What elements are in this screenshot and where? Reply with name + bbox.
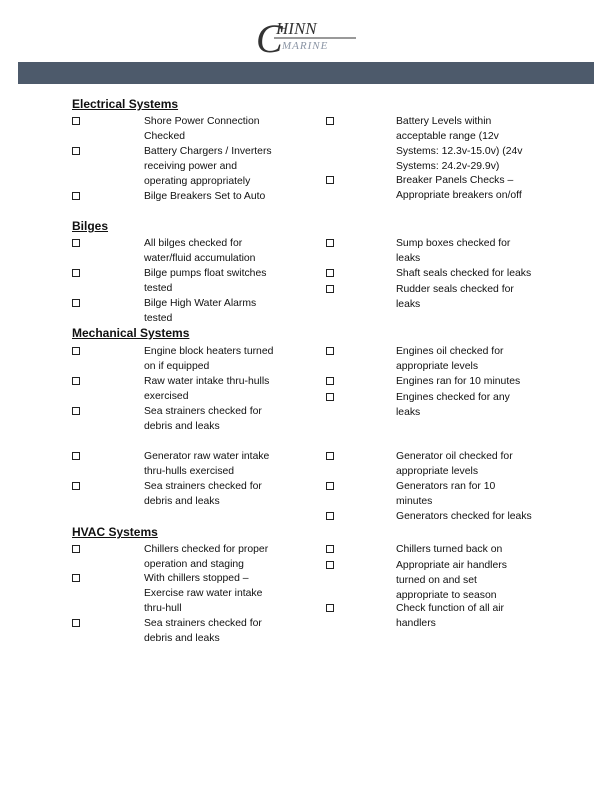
right-checklist-item-label: Appropriate breakers on/off	[396, 190, 522, 201]
left-checklist-item-label: operating appropriately	[144, 176, 251, 187]
right-checklist-item-label: Rudder seals checked for	[396, 284, 514, 295]
left-checklist-item-label: Engine block heaters turned	[144, 346, 274, 357]
right-checklist-item-label: Sump boxes checked for	[396, 238, 511, 249]
right-checklist-item-label: turned on and set	[396, 575, 477, 586]
left-checklist-item-label: Bilge High Water Alarms	[144, 298, 257, 309]
right-checklist-item-label: Engines ran for 10 minutes	[396, 376, 521, 387]
left-checklist-item-label: tested	[144, 313, 173, 324]
right-checklist-item-label: handlers	[396, 618, 436, 629]
right-checklist-item-label: leaks	[396, 299, 421, 310]
checkbox[interactable]	[72, 117, 80, 125]
left-checklist-item-label: Raw water intake thru-hulls	[144, 376, 270, 387]
left-checklist-item-label: Sea strainers checked for	[144, 406, 262, 417]
right-checklist-item-label: Check function of all air	[396, 603, 505, 614]
right-checklist-item-label: Systems: 24.2v-29.9v)	[396, 161, 500, 172]
checkbox[interactable]	[72, 347, 80, 355]
checkbox[interactable]	[72, 192, 80, 200]
left-checklist-item-label: exercised	[144, 391, 189, 402]
right-checklist-item-label: acceptable range (12v	[396, 131, 499, 142]
left-checklist-item-label: With chillers stopped –	[144, 573, 249, 584]
left-checklist-item-label: Generator raw water intake	[144, 451, 270, 462]
right-checklist-item-label: leaks	[396, 407, 421, 418]
left-checklist-item-label: Sea strainers checked for	[144, 618, 262, 629]
right-checklist-item-label: Battery Levels within	[396, 116, 492, 127]
left-checklist-item-label: receiving power and	[144, 161, 237, 172]
left-checklist-item-label: Sea strainers checked for	[144, 481, 262, 492]
left-checklist-item-label: thru-hull	[144, 603, 182, 614]
checkbox[interactable]	[72, 299, 80, 307]
section-heading: Mechanical Systems	[72, 326, 190, 340]
right-checklist-item-label: Appropriate air handlers	[396, 560, 507, 571]
right-checklist-item-label: leaks	[396, 253, 421, 264]
checkbox[interactable]	[326, 545, 334, 553]
left-checklist-item-label: water/fluid accumulation	[144, 253, 256, 264]
checkbox[interactable]	[326, 452, 334, 460]
left-checklist-item-label: Battery Chargers / Inverters	[144, 146, 272, 157]
checkbox[interactable]	[72, 377, 80, 385]
right-checklist-item-label: appropriate to season	[396, 590, 497, 601]
right-checklist-item-label: Chillers turned back on	[396, 544, 503, 555]
checkbox[interactable]	[72, 407, 80, 415]
left-checklist-item-label: Exercise raw water intake	[144, 588, 263, 599]
checkbox[interactable]	[326, 269, 334, 277]
right-checklist-item-label: Systems: 12.3v-15.0v) (24v	[396, 146, 523, 157]
right-checklist-item-label: Shaft seals checked for leaks	[396, 268, 532, 279]
right-checklist-item-label: Engines oil checked for	[396, 346, 504, 357]
checkbox[interactable]	[326, 347, 334, 355]
chinn-marine-logo	[256, 18, 360, 58]
checkbox[interactable]	[326, 176, 334, 184]
section-heading: HVAC Systems	[72, 525, 158, 539]
right-checklist-item-label: Generator oil checked for	[396, 451, 513, 462]
checkbox[interactable]	[326, 393, 334, 401]
left-checklist-item-label: thru-hulls exercised	[144, 466, 235, 477]
left-checklist-item-label: on if equipped	[144, 361, 210, 372]
checkbox[interactable]	[326, 117, 334, 125]
right-checklist-item-label: minutes	[396, 496, 433, 507]
checkbox[interactable]	[326, 482, 334, 490]
checkbox[interactable]	[326, 285, 334, 293]
section-heading: Electrical Systems	[72, 97, 179, 111]
right-checklist-item-label: Engines checked for any	[396, 392, 510, 403]
left-checklist-item-label: debris and leaks	[144, 421, 220, 432]
checkbox[interactable]	[326, 377, 334, 385]
right-checklist-item-label: appropriate levels	[396, 361, 479, 372]
checkbox[interactable]	[72, 619, 80, 627]
right-checklist-item-label: appropriate levels	[396, 466, 479, 477]
checkbox[interactable]	[326, 512, 334, 520]
left-checklist-item-label: Bilge pumps float switches	[144, 268, 267, 279]
checkbox[interactable]	[72, 574, 80, 582]
right-checklist-item-label: Generators ran for 10	[396, 481, 496, 492]
left-checklist-item-label: tested	[144, 283, 173, 294]
checkbox[interactable]	[72, 545, 80, 553]
checkbox[interactable]	[326, 561, 334, 569]
logo-text-bottom: MARINE	[282, 40, 329, 52]
logo-text-top: HINN	[276, 19, 317, 38]
checkbox[interactable]	[72, 452, 80, 460]
header-bar	[18, 62, 594, 84]
section-heading: Bilges	[72, 219, 109, 233]
logo-initial: C	[256, 18, 283, 58]
left-checklist-item-label: debris and leaks	[144, 633, 220, 644]
checkbox[interactable]	[326, 239, 334, 247]
left-checklist-item-label: Checked	[144, 131, 186, 142]
checkbox[interactable]	[72, 482, 80, 490]
left-checklist-item-label: debris and leaks	[144, 496, 220, 507]
left-checklist-item-label: Shore Power Connection	[144, 116, 260, 127]
checkbox[interactable]	[72, 239, 80, 247]
checkbox[interactable]	[72, 269, 80, 277]
left-checklist-item-label: Bilge Breakers Set to Auto	[144, 191, 266, 202]
left-checklist-item-label: operation and staging	[144, 559, 244, 570]
right-checklist-item-label: Breaker Panels Checks –	[396, 175, 514, 186]
checkbox[interactable]	[72, 147, 80, 155]
checkbox[interactable]	[326, 604, 334, 612]
left-checklist-item-label: Chillers checked for proper	[144, 544, 269, 555]
left-checklist-item-label: All bilges checked for	[144, 238, 243, 249]
right-checklist-item-label: Generators checked for leaks	[396, 511, 532, 522]
